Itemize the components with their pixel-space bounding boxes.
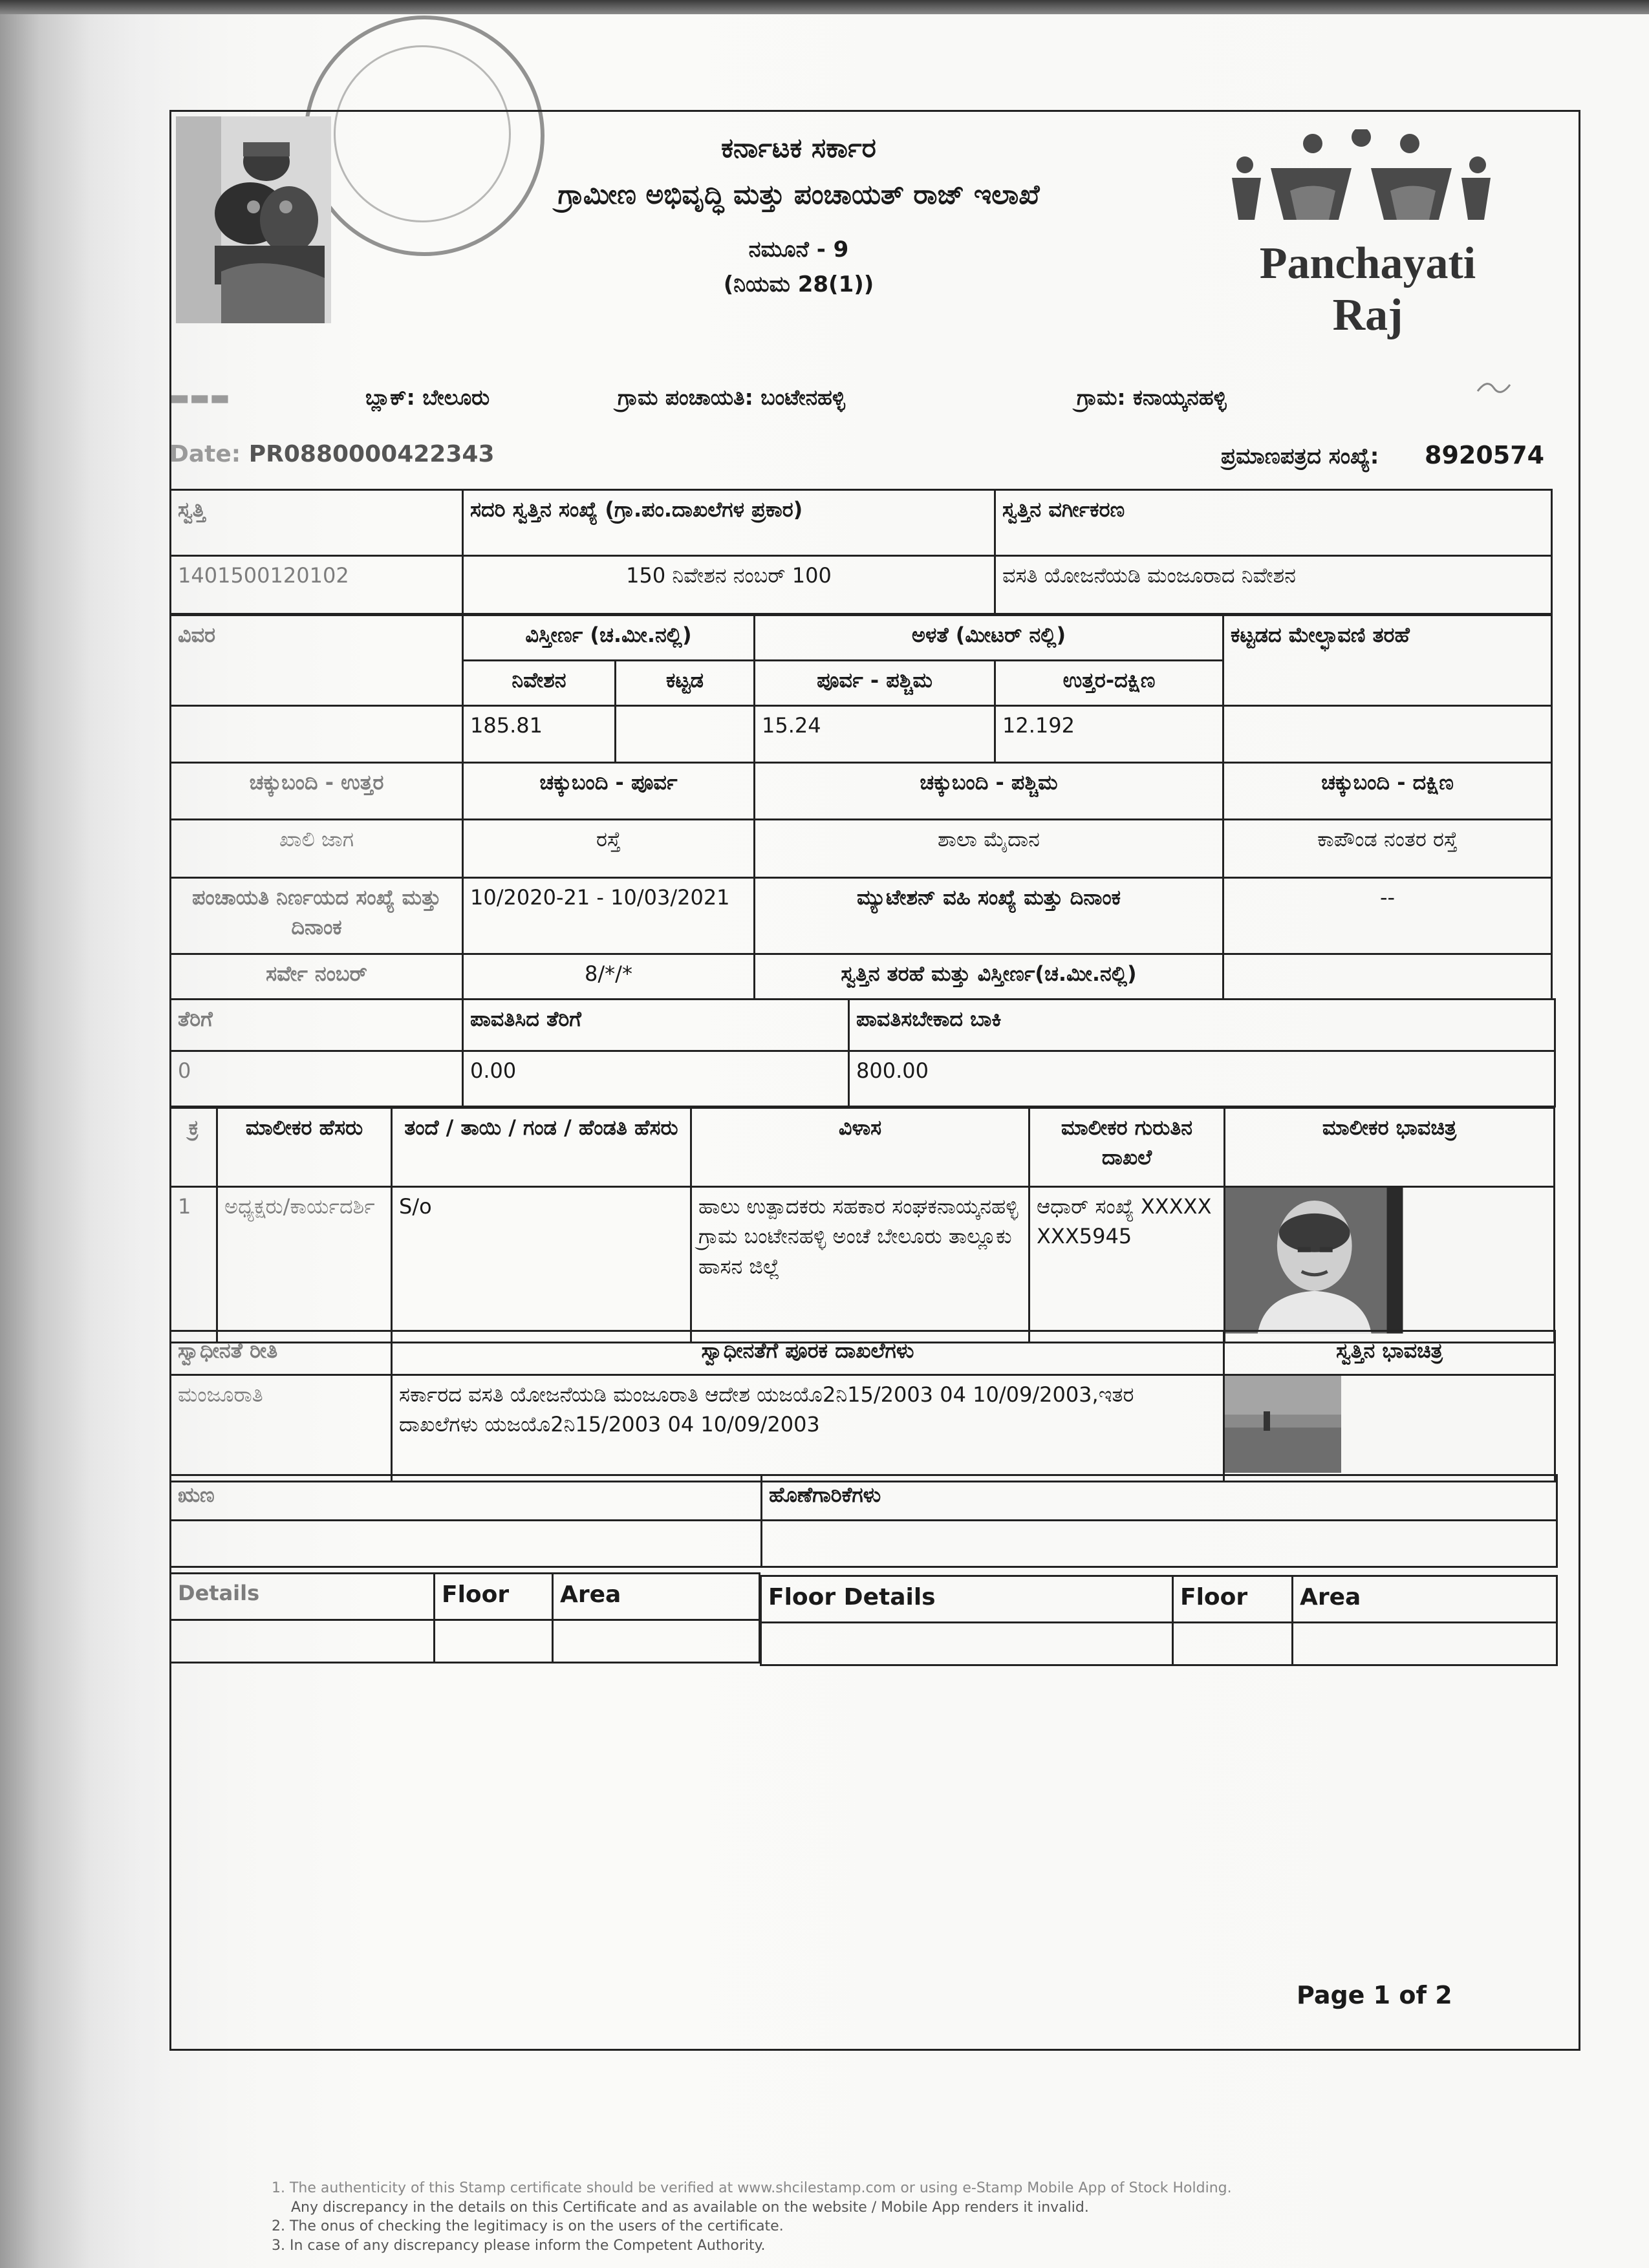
scan-edge [0, 0, 1649, 14]
boundary-south-value: ಕಾಪೌಂಡ ನಂತರ ರಸ್ತೆ [1223, 820, 1552, 878]
ownership-table [169, 1330, 1556, 1482]
certificate-header [362, 123, 1235, 297]
liabilities-left-value [171, 1521, 762, 1567]
floor-details-right-cell [761, 1623, 1173, 1665]
owner-address-label: ವಿಳಾಸ [691, 1108, 1029, 1187]
footer-note-1: 1. The authenticity of this Stamp certificate should be verified at www.shcilestamp.com or using e-Stamp Mobile App of Stock Holding. [272, 2180, 1232, 2196]
east-west-value: 15.24 [755, 706, 995, 763]
tax-due-value: 800.00 [849, 1051, 1555, 1107]
floor-left-cell [435, 1620, 553, 1663]
panchayati-raj-wordmark: Panchayati Raj [1259, 239, 1476, 340]
floor-right-label: Floor [1173, 1576, 1293, 1623]
gram-panchayat-name: ಗ್ರಾಮ ಪಂಚಾಯತಿ: ಬಂಟೇನಹಳ್ಳಿ [618, 385, 845, 410]
owner-relation-value: S/o [392, 1187, 691, 1343]
form-number: ನಮೂನೆ - 9 [748, 237, 849, 262]
owner-photo-label: ಮಾಲೀಕರ ಭಾವಚಿತ್ರ [1225, 1108, 1555, 1187]
block-name: ಬ್ಲಾಕ್: ಬೇಲೂರು [365, 385, 490, 410]
east-west-label: ಪೂರ್ವ - ಪಶ್ಚಿಮ [755, 661, 995, 706]
owner-relation-label: ತಂದೆ / ತಾಯಿ / ಗಂಡ / ಹೆಂಡತಿ ಹೆಸರು [392, 1108, 691, 1187]
boundary-north-label: ಚಕ್ಕುಬಂದಿ - ಉತ್ತರ [171, 763, 463, 820]
ownership-docs-label: ಸ್ವಾಧೀನತೆಗೆ ಪೂರಕ ದಾಖಲೆಗಳು [392, 1331, 1224, 1375]
floor-details-right-table [760, 1575, 1558, 1666]
site-label: ನಿವೇಶನ [463, 661, 616, 706]
liabilities-label: ಹೊಣೆಗಾರಿಕೆಗಳು [762, 1475, 1557, 1521]
tax-due-label: ಪಾವತಿಸಬೇಕಾದ ಬಾಕಿ [849, 1000, 1555, 1051]
roof-type-value [1223, 706, 1552, 763]
north-south-value: 12.192 [995, 706, 1223, 763]
boundaries-table [169, 762, 1553, 1000]
property-type-value [1223, 954, 1552, 1000]
location-prefix: ▬▬▬ [169, 385, 230, 410]
ownership-docs-value: ಸರ್ಕಾರದ ವಸತಿ ಯೋಜನೆಯಡಿ ಮಂಜೂರಾತಿ ಆದೇಶ ಯಜಯೊ2ನಿ15/2003 04 10/09/2003,ಇತರ ದಾಖಲೆಗಳು ಯಜಯೊ2ನಿ15/2003 04 10/09/2003 [392, 1375, 1224, 1482]
dimensions-table [169, 614, 1553, 764]
liabilities-left-label: ಋಣ [171, 1475, 762, 1521]
north-south-label: ಉತ್ತರ-ದಕ್ಷಿಣ [995, 661, 1223, 706]
tax-paid-label: ಪಾವತಿಸಿದ ತೆರಿಗೆ [463, 1000, 849, 1051]
boundary-west-label: ಚಕ್ಕುಬಂದಿ - ಪಶ್ಚಿಮ [755, 763, 1223, 820]
property-photo-image [1225, 1376, 1555, 1473]
area-label: ವಿಸ್ತೀರ್ಣ (ಚ.ಮೀ.ನಲ್ಲಿ) [463, 615, 755, 661]
liabilities-value [762, 1521, 1557, 1567]
tax-paid-value: 0.00 [463, 1051, 849, 1107]
property-number-table [169, 489, 1553, 615]
tax-left-header: ತೆರಿಗೆ [171, 1000, 463, 1051]
owner-index-label: ಕ್ರ [171, 1108, 217, 1187]
department-title: ಗ್ರಾಮೀಣ ಅಭಿವೃದ್ಧಿ ಮತ್ತು ಪಂಚಾಯತ್ ರಾಜ್ ಇಲಾಖೆ [557, 178, 1040, 210]
building-area-value [616, 706, 755, 763]
owner-table [169, 1107, 1555, 1343]
property-classification-label: ಸ್ವತ್ತಿನ ವರ್ಗೀಕರಣ [995, 490, 1552, 556]
boundary-north-value: ಖಾಲಿ ಜಾಗ [171, 820, 463, 878]
dimensions-left-blank [171, 706, 463, 763]
floor-details-left-label: Details [171, 1574, 435, 1620]
footer-note-2: 2. The onus of checking the legitimacy is on the users of the certificate. [272, 2218, 784, 2235]
property-number-value: 150 ನಿವೇಶನ ನಂಬರ್ 100 [463, 556, 995, 614]
village-name: ಗ್ರಾಮ: ಕನಾಯ್ಕನಹಳ್ಳಿ [1077, 385, 1227, 410]
area-right-cell [1293, 1623, 1557, 1665]
resolution-value: 10/2020-21 - 10/03/2021 [463, 878, 755, 954]
owner-photo [1225, 1187, 1555, 1343]
measurement-label: ಅಳತೆ (ಮೀಟರ್ ನಲ್ಲಿ) [755, 615, 1223, 661]
dimensions-left-header: ವಿವರ [171, 615, 463, 706]
property-photo [1224, 1375, 1555, 1482]
roof-type-label: ಕಟ್ಟಡದ ಮೇಲ್ಛಾವಣಿ ತರಹೆ [1223, 615, 1552, 706]
pr-number: PR0880000422343 [248, 441, 495, 467]
book-spine-shadow [0, 0, 168, 2268]
owner-photo-image [1225, 1188, 1553, 1334]
floor-details-right-label: Floor Details [761, 1576, 1173, 1623]
owner-name-value: ಅಧ್ಯಕ್ಷರು/ಕಾರ್ಯದರ್ಶಿ [217, 1187, 392, 1343]
floor-details-left-cell [171, 1620, 435, 1663]
resolution-label: ಪಂಚಾಯತಿ ನಿರ್ಣಯದ ಸಂಖ್ಯೆ ಮತ್ತು ದಿನಾಂಕ [171, 878, 463, 954]
area-left-label: Area [553, 1574, 760, 1620]
boundary-east-value: ರಸ್ತೆ [463, 820, 755, 878]
property-left-id: 1401500120102 [171, 556, 463, 614]
floor-right-cell [1173, 1623, 1293, 1665]
property-left-header: ಸ್ವತ್ತಿ [171, 490, 463, 556]
area-left-cell [553, 1620, 760, 1663]
owner-name-label: ಮಾಲೀಕರ ಹೆಸರು [217, 1108, 392, 1187]
boundary-west-value: ಶಾಲಾ ಮೈದಾನ [755, 820, 1223, 878]
tax-left-value: 0 [171, 1051, 463, 1107]
owner-index-value: 1 [171, 1187, 217, 1343]
liabilities-table [169, 1474, 1558, 1568]
rule-reference: (ನಿಯಮ 28(1)) [723, 272, 874, 297]
karnataka-emblem [176, 116, 331, 323]
boundary-east-label: ಚಕ್ಕುಬಂದಿ - ಪೂರ್ವ [463, 763, 755, 820]
tax-table [169, 998, 1556, 1107]
ownership-mode-value: ಮಂಜೂರಾತಿ [171, 1375, 392, 1482]
mutation-label: ಮ್ಯುಟೇಶನ್ ವಹಿ ಸಂಖ್ಯೆ ಮತ್ತು ದಿನಾಂಕ [755, 878, 1223, 954]
property-number-label: ಸದರಿ ಸ್ವತ್ತಿನ ಸಂಖ್ಯೆ (ಗ್ರಾ.ಪಂ.ದಾಖಲೆಗಳ ಪ್ರಕಾರ) [463, 490, 995, 556]
stray-mark [1474, 375, 1513, 401]
footer-note-3: 3. In case of any discrepancy please inform the Competent Authority. [272, 2238, 766, 2254]
building-label: ಕಟ್ಟಡ [616, 661, 755, 706]
state-title: ಕರ್ನಾಟಕ ಸರ್ಕಾರ [721, 132, 876, 164]
owner-id-value: ಆಧಾರ್ ಸಂಖ್ಯೆ XXXXXXXX5945 [1029, 1187, 1225, 1343]
owner-address-value: ಹಾಲು ಉತ್ಪಾದಕರು ಸಹಕಾರ ಸಂಘಕನಾಯ್ಕನಹಳ್ಳಿ ಗ್ರಾಮ ಬಂಟೇನಹಳ್ಳಿ ಅಂಚೆ ಬೇಲೂರು ತಾಲ್ಲೂಕು ಹಾಸನ ಜಿಲ್ಲೆ [691, 1187, 1029, 1343]
property-photo-label: ಸ್ವತ್ತಿನ ಭಾವಚಿತ್ರ [1224, 1331, 1555, 1375]
ownership-mode-label: ಸ್ವಾಧೀನತೆ ರೀತಿ [171, 1331, 392, 1375]
mutation-value: -- [1223, 878, 1552, 954]
survey-number-label: ಸರ್ವೇ ನಂಬರ್ [171, 954, 463, 1000]
property-type-label: ಸ್ವತ್ತಿನ ತರಹೆ ಮತ್ತು ವಿಸ್ತೀರ್ಣ(ಚ.ಮೀ.ನಲ್ಲಿ) [755, 954, 1223, 1000]
area-right-label: Area [1293, 1576, 1557, 1623]
panchayati-raj-logo [1225, 129, 1510, 340]
pr-number-row [169, 441, 495, 467]
footer-note-1b: Any discrepancy in the details on this Certificate and as available on the website / Mobile App renders it invalid. [291, 2199, 1089, 2216]
floor-left-label: Floor [435, 1574, 553, 1620]
survey-number-value: 8/*/* [463, 954, 755, 1000]
site-area-value: 185.81 [463, 706, 616, 763]
page-number: Page 1 of 2 [1297, 1981, 1452, 2009]
boundary-south-label: ಚಕ್ಕುಬಂದಿ - ದಕ್ಷಿಣ [1223, 763, 1552, 820]
stamp-footer-notes [272, 2179, 1232, 2256]
property-classification-value: ವಸತಿ ಯೋಜನೆಯಡಿ ಮಂಜೂರಾದ ನಿವೇಶನ [995, 556, 1552, 614]
floor-details-left-table [169, 1572, 760, 1664]
certificate-number-label: ಪ್ರಮಾಣಪತ್ರದ ಸಂಖ್ಯೆ: [1221, 444, 1379, 469]
pr-number-prefix: Date: [169, 441, 241, 467]
certificate-number: 8920574 [1425, 441, 1545, 469]
owner-id-label: ಮಾಲೀಕರ ಗುರುತಿನ ದಾಖಲೆ [1029, 1108, 1225, 1187]
